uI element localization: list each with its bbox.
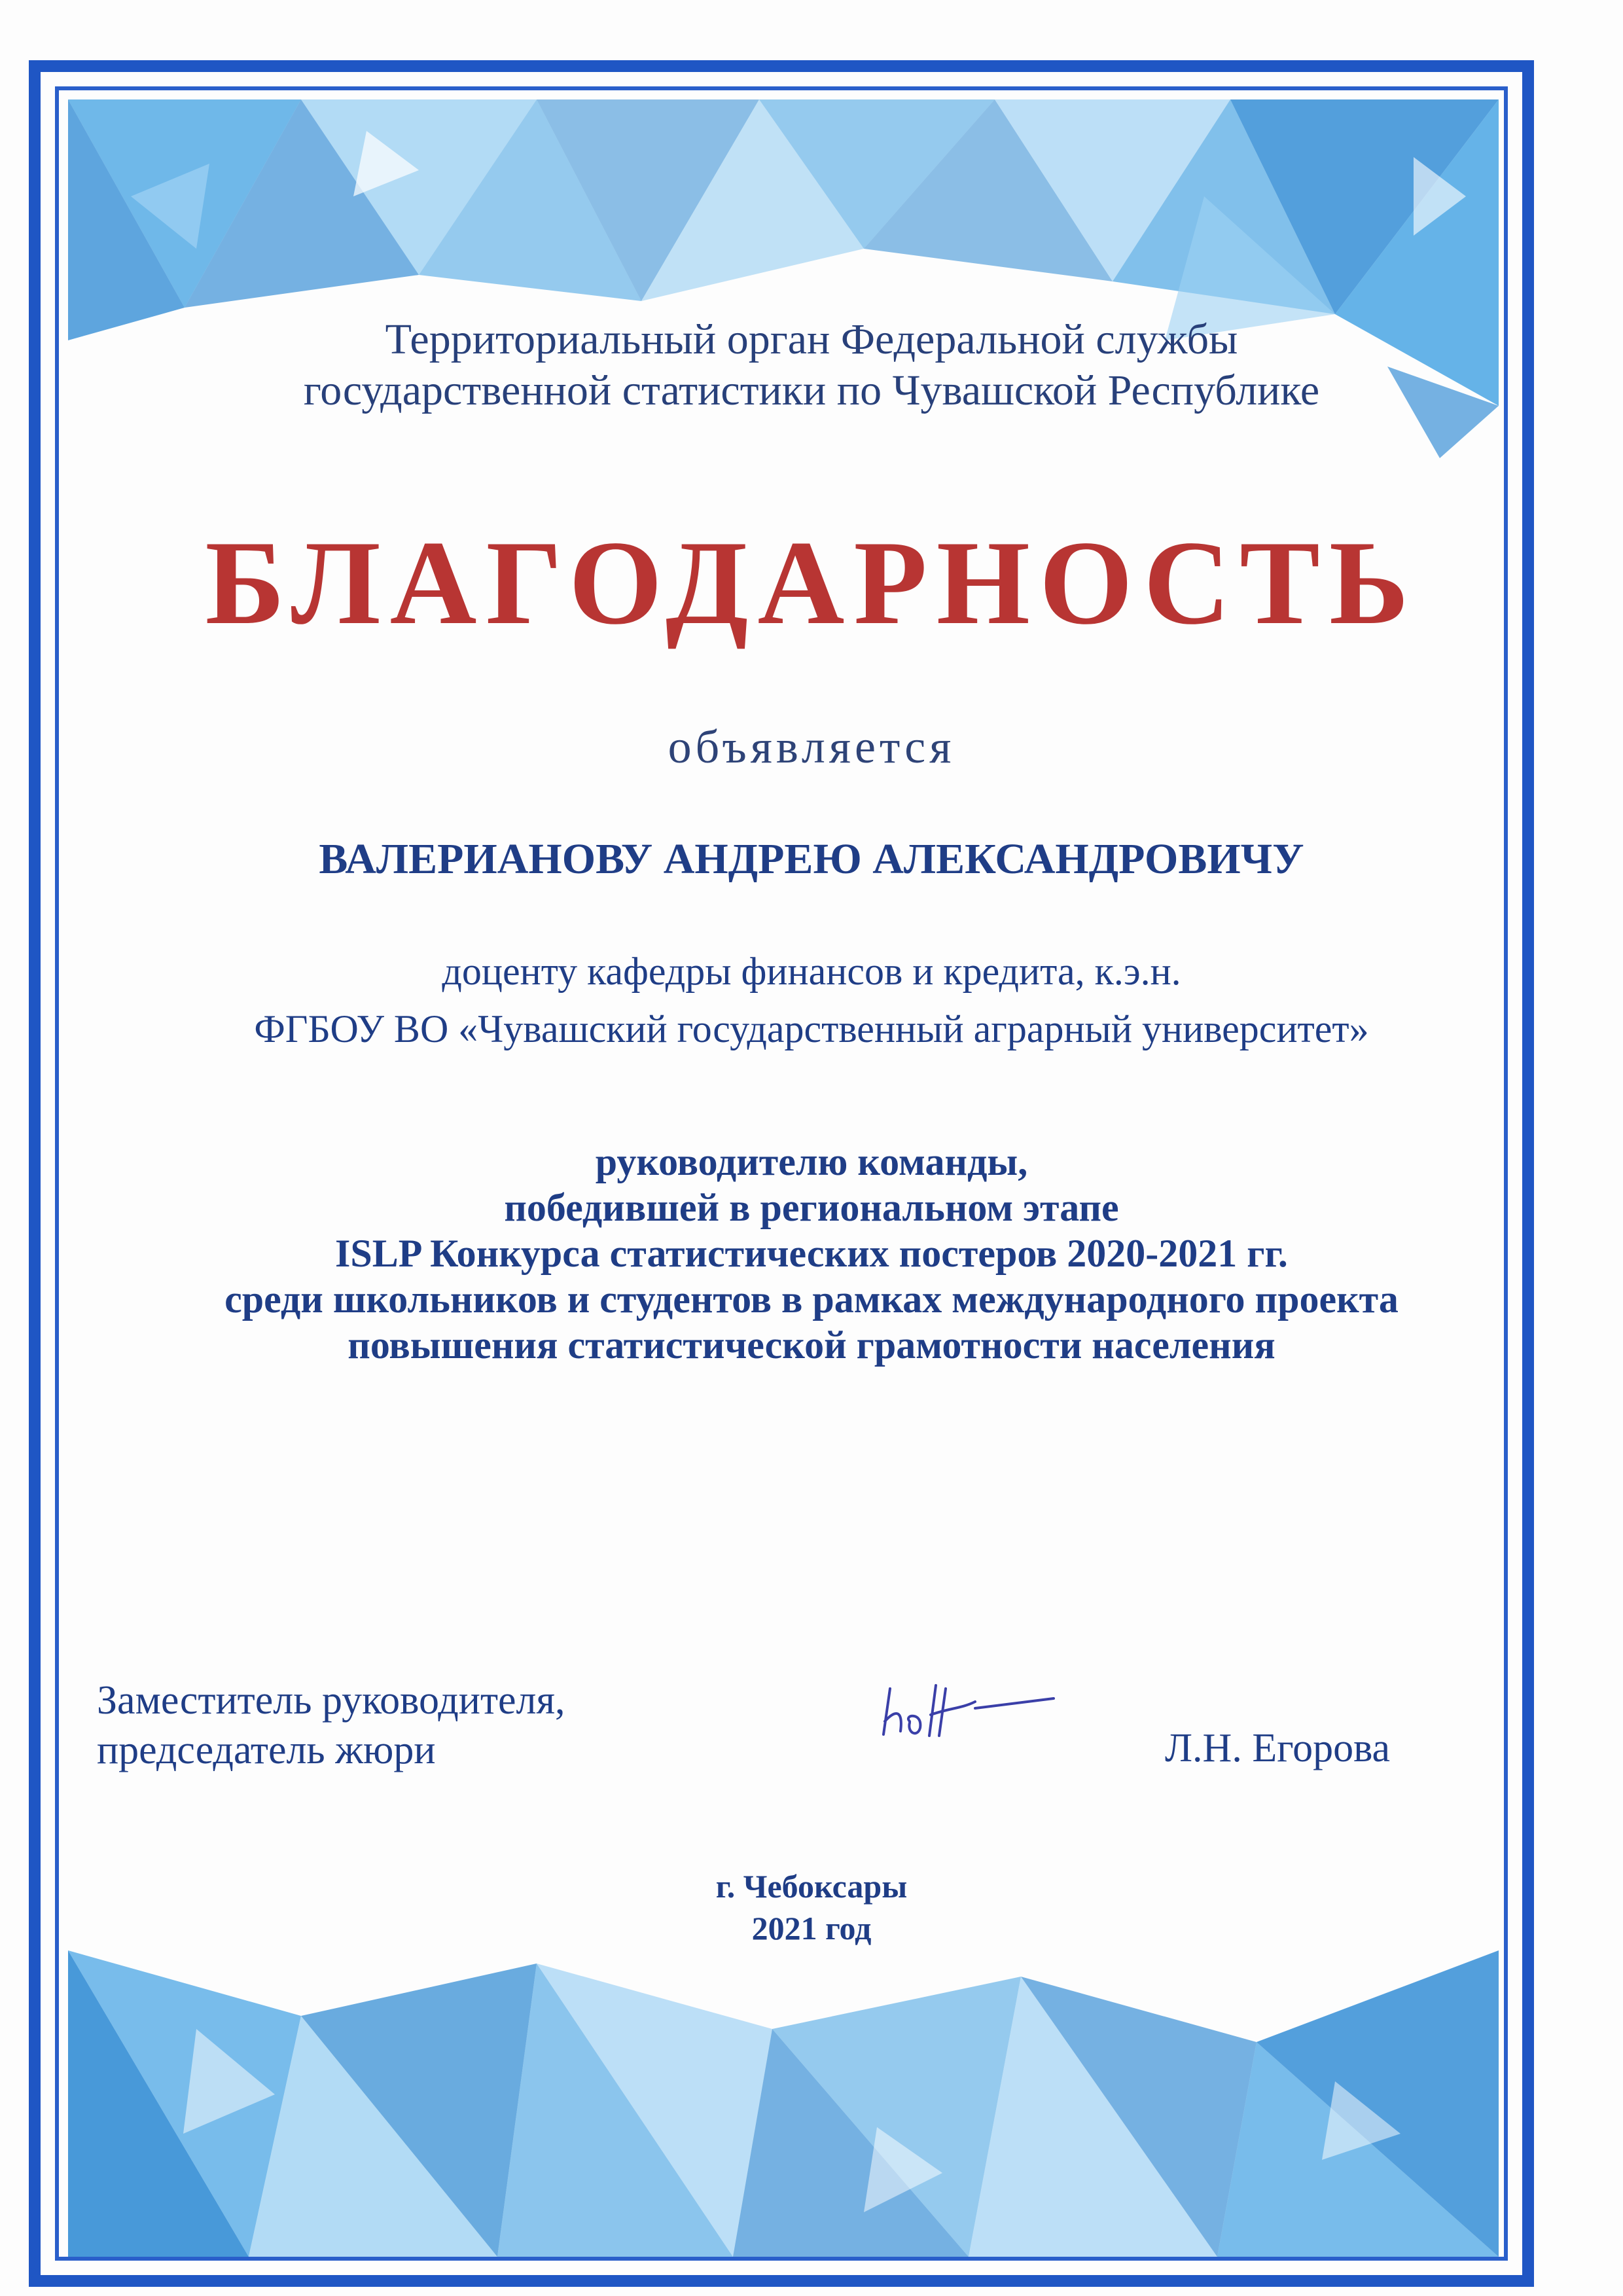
announced-text: объявляется <box>668 721 955 773</box>
signatory-title-line-2: председатель жюри <box>97 1728 436 1772</box>
award-reason <box>0 1139 1623 1368</box>
reason-line-3: ISLP Конкурса статистических постеров 2020-2021 гг. <box>335 1232 1288 1275</box>
year-label: 2021 год <box>751 1910 872 1946</box>
organization-line-2: государственной статистики по Чувашской Республике <box>303 367 1320 414</box>
certificate-title: БЛАГОДАРНОСТЬ <box>205 516 1418 649</box>
recipient-position <box>0 942 1623 1058</box>
position-line-2: ФГБОУ ВО «Чувашский государственный аграрный университет» <box>254 1007 1369 1050</box>
reason-line-4: среди школьников и студентов в рамках международного проекта <box>224 1278 1399 1321</box>
reason-line-5: повышения статистической грамотности населения <box>348 1323 1275 1367</box>
reason-line-2: победившей в региональном этапе <box>504 1186 1119 1229</box>
reason-line-1: руководителю команды, <box>595 1140 1028 1183</box>
signatory-name: Л.Н. Егорова <box>1165 1726 1391 1770</box>
handwritten-signature <box>877 1676 1060 1748</box>
issuing-organization <box>0 314 1623 416</box>
position-line-1: доценту кафедры финансов и кредита, к.э.н. <box>442 950 1181 993</box>
place-and-year <box>0 1865 1623 1949</box>
city-label: г. Чебоксары <box>715 1868 908 1905</box>
recipient-name: ВАЛЕРИАНОВУ АНДРЕЮ АЛЕКСАНДРОВИЧУ <box>319 835 1304 883</box>
signatory-title <box>97 1676 565 1775</box>
signatory-title-line-1: Заместитель руководителя, <box>97 1678 565 1723</box>
organization-line-1: Территориальный орган Федеральной службы <box>385 315 1238 363</box>
